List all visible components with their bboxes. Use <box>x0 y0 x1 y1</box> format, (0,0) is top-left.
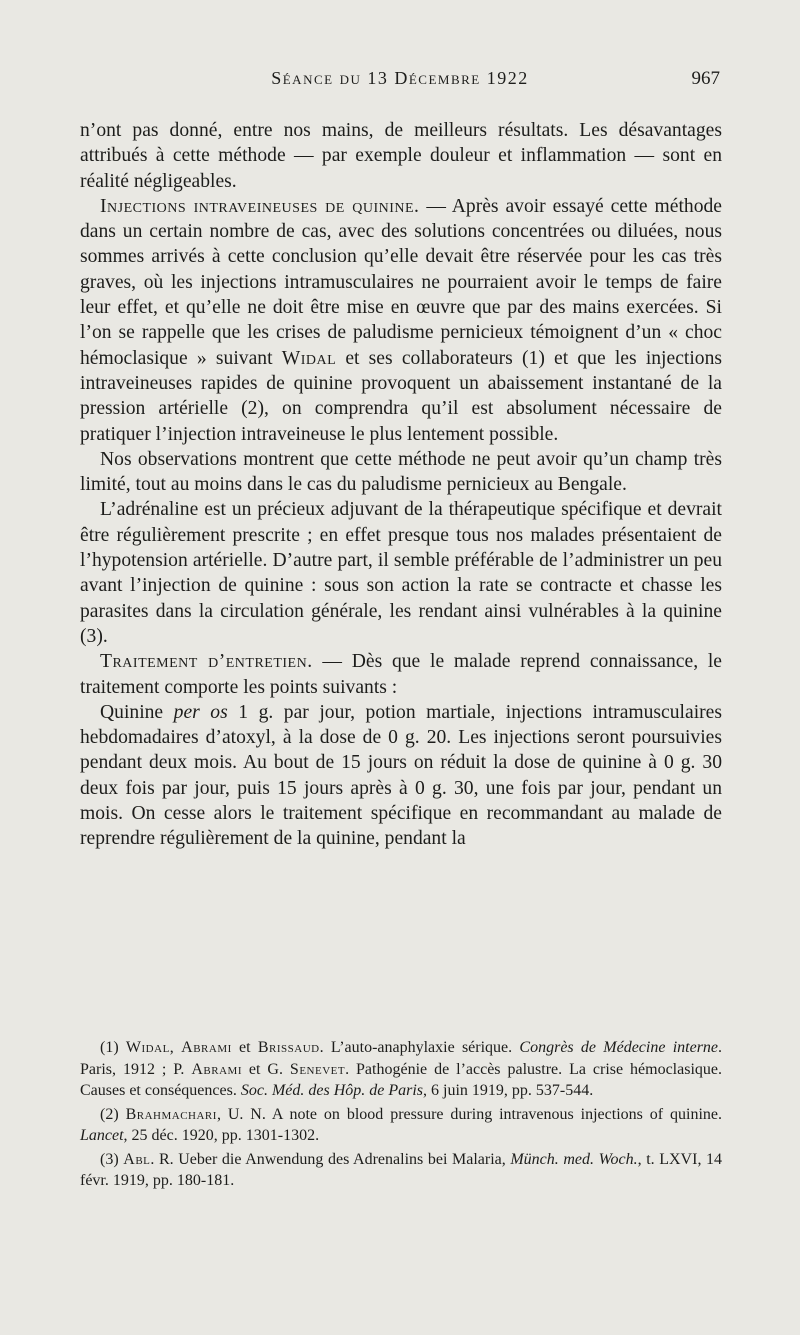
footnote-2-italic: Lancet <box>80 1127 124 1144</box>
section-heading-injections: Injections intraveineuses de quinine. <box>100 195 420 217</box>
paragraph-quinine-text-b: 1 g. par jour, potion martiale, injections intramusculaires hebdomadaires d’atoxyl, à la dose de 0 g. 20. Les injections seront poursuivies pendant deux mois. Au bout de 15 jours on réduit la dose de quinine à 0 g. 30 deux fois par jour, puis 15 jours après à 0 g. 30, une fois par jour, pendant un mois. On cesse alors le traitement spécifique en recommandant au malade de reprendre régulièrement de la quinine, pendant la <box>80 701 722 850</box>
paragraph-injections <box>80 194 722 447</box>
paragraph-quinine <box>80 700 722 852</box>
paragraph-observations-text: Nos observations montrent que cette méthode ne peut avoir qu’un champ très limité, tout au moins dans le cas du paludisme pernicieux au Bengale. <box>80 448 722 496</box>
footnote-3-text-a: . R. Ueber die Anwendung des Adrenalins bei Malaria, <box>150 1150 511 1168</box>
footnote-3 <box>80 1149 722 1192</box>
paragraph-quinine-text-a: Quinine <box>100 701 174 723</box>
page-header <box>80 68 720 102</box>
footnote-1-text-b: . Paris, 1912 ; P. <box>80 1039 723 1078</box>
footnotes <box>80 1037 722 1192</box>
footnote-2-text-b: , 25 déc. 1920, pp. 1301-1302. <box>123 1127 320 1144</box>
paragraph-observations <box>80 447 722 498</box>
footnote-1-text-d: . Pathogénie de l’accès palustre. La crise hémoclasique. Causes et conséquences. <box>80 1060 723 1099</box>
footnote-1-text-c: et G. <box>241 1060 290 1078</box>
footnote-2-number: (2) <box>100 1105 126 1123</box>
footnote-1-text-e: , 6 juin 1919, pp. 537-544. <box>423 1082 594 1099</box>
footnote-2 <box>80 1104 722 1147</box>
author-name-widal: Widal <box>281 347 337 369</box>
footnote-1-et: et <box>231 1039 258 1056</box>
footnote-1-authors-a: Widal, Abrami <box>125 1039 232 1056</box>
paragraph-1 <box>80 118 722 194</box>
footnote-1-authors-d: Senevet <box>289 1060 346 1078</box>
footnote-3-author: Abl <box>123 1150 151 1168</box>
body-text <box>80 118 722 852</box>
running-head: Séance du 13 Décembre 1922 <box>271 68 529 88</box>
paragraph-traitement <box>80 649 722 700</box>
footnote-1-italic-1: Congrès de Médecine interne <box>519 1039 719 1056</box>
paragraph-injections-text-a: — Après avoir essayé cette méthode dans un certain nombre de cas, avec des solutions concentrées ou diluées, nous sommes arrivés à cette conclusion qu’elle devait être réservée pour les cas très graves, où les injections intramusculaires ne pourraient avoir le temps de faire leur effet, et qu’elle ne doit être mise en œuvre que par des mains exercées. Si l’on se rappelle que les crises de paludisme pernicieux témoignent d’un « choc hémoclasique » suivant <box>80 195 722 369</box>
page-number: 967 <box>691 68 720 89</box>
footnote-3-number: (3) <box>100 1150 124 1168</box>
footnote-1-italic-2: Soc. Méd. des Hôp. de Paris <box>240 1082 424 1099</box>
paragraph-adrenaline-text: L’adrénaline est un précieux adjuvant de la thérapeutique spécifique et devrait être régulièrement prescrite ; en effet presque tous nos malades présentaient de l’hypotension artérielle. D’autre part, il semble préférable de l’administrer un peu avant l’injection de quinine : sous son action la rate se contracte et chasse les parasites dans la circulation générale, les rendant ainsi vulnérables à la quinine (3). <box>80 499 722 647</box>
footnote-1-text-a: . L’auto-anaphylaxie sérique. <box>319 1039 520 1056</box>
footnote-1-number: (1) <box>100 1039 126 1056</box>
footnote-2-text-a: , U. N. A note on blood pressure during intravenous injections of quinine. <box>216 1105 723 1123</box>
footnote-3-italic: Münch. med. Woch. <box>510 1150 638 1168</box>
section-heading-traitement: Traitement d’entretien. <box>100 651 313 673</box>
paragraph-adrenaline <box>80 497 722 649</box>
paragraph-quinine-italic: per os <box>173 701 228 723</box>
paragraph-injections-text-b: et ses collaborateurs (1) et que les injections intraveineuses rapides de quinine provoquent un abaissement instantané de la pression artérielle (2), on comprendra qu’il est absolument nécessaire de pratiquer l’injection intraveineuse le plus lentement possible. <box>80 347 723 445</box>
footnote-3-text-b: , t. LXVI, 14 févr. 1919, pp. 180-181. <box>80 1150 723 1189</box>
footnote-1 <box>80 1037 722 1102</box>
footnote-1-authors-c: Abrami <box>191 1060 242 1078</box>
paragraph-1-text: n’ont pas donné, entre nos mains, de meilleurs résultats. Les désavantages attribués à cette méthode — par exemple douleur et inflammation — sont en réalité négligeables. <box>80 120 722 192</box>
footnote-2-author: Brahmachari <box>125 1105 217 1123</box>
footnote-1-authors-b: Brissaud <box>257 1039 320 1056</box>
paragraph-traitement-text: — Dès que le malade reprend connaissance, le traitement comporte les points suivants : <box>80 651 722 698</box>
